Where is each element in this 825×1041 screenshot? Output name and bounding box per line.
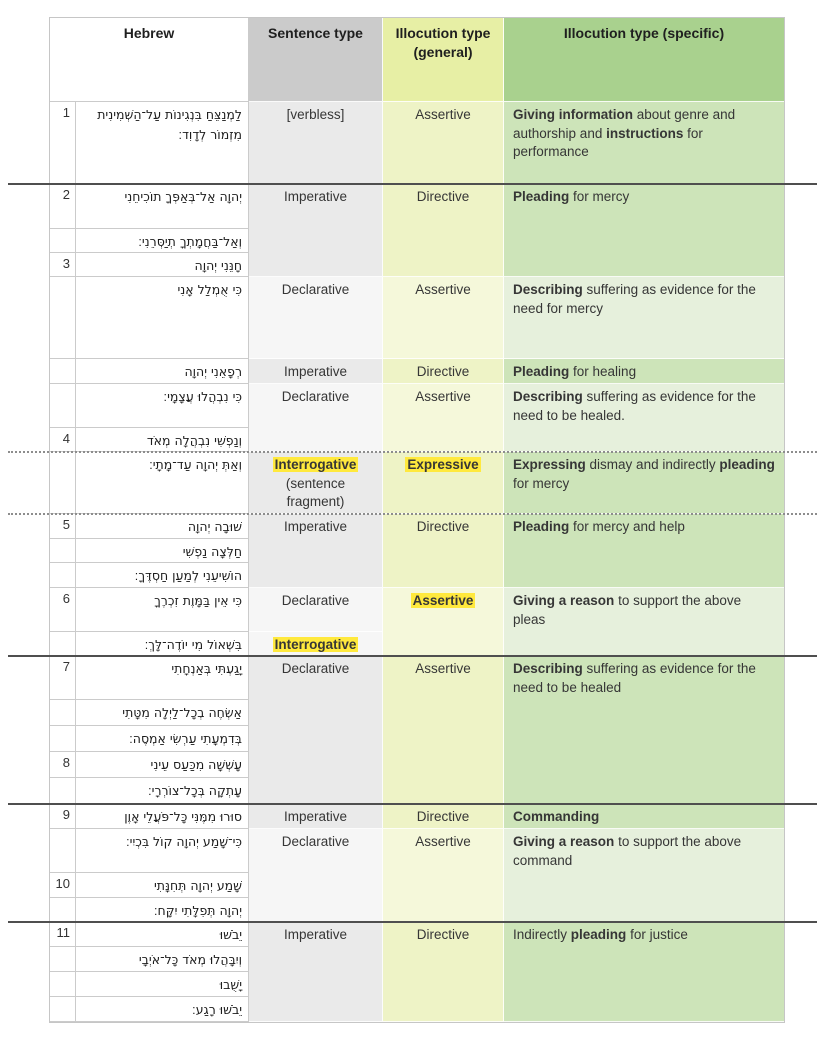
- header-row: [50, 18, 784, 102]
- text-run: Declarative: [281, 593, 350, 608]
- bold-text: Describing: [513, 661, 583, 676]
- verse-number-cell: [50, 700, 76, 726]
- hebrew-line: וְאַתְּ יְהוָה עַד־מָתָי׃: [76, 452, 249, 514]
- table-row: [50, 922, 784, 947]
- table-row: [50, 804, 784, 829]
- sentence-type-cell: [249, 514, 383, 588]
- text-run: for healing: [569, 364, 637, 379]
- text-run: Imperative: [284, 364, 348, 379]
- hebrew-line: כִּי־שָׁמַע יְהוָה קוֹל בִּכְיִי׃: [76, 829, 249, 873]
- highlighted-text: Interrogative: [274, 457, 357, 472]
- hebrew-line: עָשְׁשָׁה מִכַּעַס עֵינִי: [76, 752, 249, 778]
- text-run: Indirectly: [513, 927, 571, 942]
- text-run: to support the above command: [513, 834, 742, 868]
- illocution-general-cell: [383, 656, 504, 804]
- verse-number-cell: [50, 277, 76, 359]
- text-run: for justice: [626, 927, 688, 942]
- text-run: for mercy: [513, 475, 570, 491]
- sentence-type-cell: [249, 656, 383, 804]
- verse-number-cell: 8: [50, 752, 76, 778]
- verse-number-cell: 3: [50, 253, 76, 277]
- sentence-type-cell: [249, 588, 383, 632]
- table-row: [50, 359, 784, 384]
- bold-text: Giving a reason: [513, 593, 615, 608]
- text-run: [verbless]: [286, 107, 345, 122]
- text-run: suffering as evidence for the need to be healed.: [513, 389, 756, 423]
- hebrew-line: לַמְנַצֵּחַ בִּנְגִינוֹת עַל־הַשְּׁמִינִית מִזְמוֹר לְדָוִד׃: [76, 102, 249, 184]
- text-run: Declarative: [281, 661, 350, 676]
- text-run: Imperative: [284, 189, 348, 204]
- illocution-specific-cell: [504, 922, 784, 1022]
- verse-number-cell: [50, 229, 76, 253]
- text-run: for mercy: [569, 189, 630, 204]
- verse-number-cell: 1: [50, 102, 76, 184]
- verse-number-cell: [50, 359, 76, 384]
- text-run: Directive: [416, 519, 470, 534]
- verse-number-cell: [50, 452, 76, 514]
- table-row: [50, 184, 784, 229]
- text-run: Directive: [416, 927, 470, 942]
- text-run: Assertive: [415, 282, 471, 297]
- text-run: to support the above pleas: [513, 593, 742, 627]
- sentence-type-cell: [249, 384, 383, 452]
- illocution-specific-cell: [504, 514, 784, 588]
- section-separator-dashed: [8, 451, 817, 453]
- verse-number-cell: [50, 726, 76, 752]
- verse-number-cell: 2: [50, 184, 76, 229]
- illocution-general-cell: [383, 922, 504, 1022]
- hebrew-line: יְהוָה תְּפִלָּתִי יִקָּח׃: [76, 898, 249, 922]
- hebrew-line: שָׁמַע יְהוָה תְּחִנָּתִי: [76, 873, 249, 898]
- hebrew-line: חַלְּצָה נַפְשִׁי: [76, 539, 249, 563]
- verse-number-cell: 7: [50, 656, 76, 700]
- illocution-analysis-table: [50, 18, 784, 1022]
- hebrew-line: כִּי אֻמְלַל אָנִי: [76, 277, 249, 359]
- bold-text: Pleading: [513, 519, 570, 534]
- illocution-specific-cell: [504, 384, 784, 452]
- verse-number-cell: [50, 778, 76, 804]
- verse-number-cell: [50, 947, 76, 972]
- section-separator-solid: [8, 183, 817, 185]
- text-run: Declarative: [281, 389, 350, 404]
- sentence-type-cell: [249, 359, 383, 384]
- illocution-general-cell: [383, 277, 504, 359]
- bold-text: Expressing: [513, 457, 586, 472]
- illocution-general-cell: [383, 359, 504, 384]
- hebrew-line: יֵבֹשׁוּ: [76, 922, 249, 947]
- text-run: Directive: [416, 364, 470, 379]
- verse-number-cell: 5: [50, 514, 76, 539]
- hebrew-line: כִּי אֵין בַּמָּוֶת זִכְרֶךָ: [76, 588, 249, 632]
- text-run: (sentence fragment): [285, 475, 346, 510]
- hebrew-line: בְּדִמְעָתִי עַרְשִׂי אַמְסֶה׃: [76, 726, 249, 752]
- illocution-general-cell: [383, 829, 504, 922]
- bold-text: pleading: [570, 927, 627, 942]
- bold-text: Pleading: [513, 189, 570, 204]
- sentence-type-cell: [249, 804, 383, 829]
- text-run: suffering as evidence for the need for mercy: [513, 282, 756, 316]
- hebrew-line: וְאַל־בַּחֲמָתְךָ תְיַסְּרֵנִי׃: [76, 229, 249, 253]
- table-wrapper: [49, 17, 785, 1023]
- text-run: Assertive: [415, 389, 471, 404]
- hebrew-line: אַשְׂחֶה בְכָל־לַיְלָה מִטָּתִי: [76, 700, 249, 726]
- text-run: about genre and authorship and: [513, 107, 736, 141]
- bold-text: instructions: [606, 125, 684, 141]
- bold-text: Describing: [513, 282, 583, 297]
- hebrew-line: יְהוָה אַל־בְּאַפְּךָ תוֹכִיחֵנִי: [76, 184, 249, 229]
- header-hebrew: Hebrew: [50, 18, 249, 102]
- text-run: for mercy and help: [569, 519, 685, 534]
- table-row: [50, 102, 784, 184]
- sentence-type-cell: [249, 922, 383, 1022]
- illocution-general-cell: [383, 514, 504, 588]
- illocution-general-cell: [383, 184, 504, 277]
- verse-number-cell: [50, 632, 76, 656]
- section-separator-solid: [8, 921, 817, 923]
- illocution-specific-cell: [504, 829, 784, 922]
- illocution-specific-cell: [504, 102, 784, 184]
- sentence-type-cell: [249, 452, 383, 514]
- verse-number-cell: 11: [50, 922, 76, 947]
- illocution-general-cell: [383, 804, 504, 829]
- illocution-specific-cell: [504, 588, 784, 656]
- illocution-specific-cell: [504, 359, 784, 384]
- illocution-specific-cell: [504, 277, 784, 359]
- section-separator-dashed: [8, 513, 817, 515]
- text-run: Declarative: [281, 282, 350, 297]
- verse-number-cell: [50, 997, 76, 1022]
- verse-number-cell: 4: [50, 428, 76, 452]
- hebrew-line: יֵבֹשׁוּ רָגַע׃: [76, 997, 249, 1022]
- header-illocution-general: Illocution type (general): [383, 18, 504, 102]
- illocution-general-cell: [383, 384, 504, 452]
- hebrew-line: יָגַעְתִּי בְּאַנְחָתִי: [76, 656, 249, 700]
- table-row: [50, 514, 784, 539]
- hebrew-line: רְפָאֵנִי יְהוָה: [76, 359, 249, 384]
- section-separator-solid: [8, 803, 817, 805]
- text-run: Imperative: [284, 927, 348, 942]
- verse-number-cell: [50, 829, 76, 873]
- illocution-specific-cell: [504, 452, 784, 514]
- sentence-type-cell: [249, 632, 383, 656]
- highlighted-text: Interrogative: [274, 637, 357, 652]
- highlighted-text: Assertive: [412, 593, 474, 608]
- header-illocution-specific: Illocution type (specific): [504, 18, 784, 102]
- section-separator-solid: [8, 655, 817, 657]
- highlighted-text: Expressive: [407, 457, 479, 472]
- text-run: Directive: [416, 809, 470, 824]
- hebrew-line: כִּי נִבְהֲלוּ עֲצָמָי׃: [76, 384, 249, 428]
- illocution-general-cell: [383, 452, 504, 514]
- text-run: Assertive: [415, 107, 471, 122]
- hebrew-line: שׁוּבָה יְהוָה: [76, 514, 249, 539]
- table-row: [50, 384, 784, 428]
- hebrew-line: הוֹשִׁיעֵנִי לְמַעַן חַסְדֶּךָ׃: [76, 563, 249, 588]
- illocution-specific-cell: [504, 804, 784, 829]
- illocution-general-cell: [383, 588, 504, 656]
- verse-number-cell: 6: [50, 588, 76, 632]
- verse-number-cell: [50, 384, 76, 428]
- text-run: Declarative: [281, 834, 350, 849]
- bold-text: Giving a reason: [513, 834, 615, 849]
- bold-text: Describing: [513, 389, 583, 404]
- verse-number-cell: [50, 539, 76, 563]
- text-run: suffering as evidence for the need to be healed: [513, 661, 756, 695]
- verse-number-cell: 9: [50, 804, 76, 829]
- table-row: [50, 277, 784, 359]
- sentence-type-cell: [249, 184, 383, 277]
- header-sentence-type: Sentence type: [249, 18, 383, 102]
- sentence-type-cell: [249, 277, 383, 359]
- hebrew-line: וְנַפְשִׁי נִבְהֲלָה מְאֹד: [76, 428, 249, 452]
- verse-number-cell: [50, 972, 76, 997]
- text-run: Assertive: [415, 661, 471, 676]
- bold-text: pleading: [719, 457, 775, 472]
- verse-number-cell: 10: [50, 873, 76, 898]
- sentence-type-cell: [249, 829, 383, 922]
- hebrew-line: חָנֵּנִי יְהוָה: [76, 253, 249, 277]
- hebrew-line: וְיִבָּהֲלוּ מְאֹד כָּל־אֹיְבָי: [76, 947, 249, 972]
- sentence-type-cell: [249, 102, 383, 184]
- illocution-general-cell: [383, 102, 504, 184]
- table-row: [50, 656, 784, 700]
- bold-text: Pleading: [513, 364, 570, 379]
- text-run: for performance: [513, 125, 703, 160]
- table-row: [50, 588, 784, 632]
- text-run: Directive: [416, 189, 470, 204]
- verse-number-cell: [50, 563, 76, 588]
- hebrew-line: עָתְקָה בְּכָל־צוֹרְרָי׃: [76, 778, 249, 804]
- text-run: Assertive: [415, 834, 471, 849]
- table-body: [50, 102, 784, 1022]
- text-run: Imperative: [284, 809, 348, 824]
- text-run: dismay and indirectly: [585, 457, 720, 472]
- hebrew-line: סוּרוּ מִמֶּנִּי כָּל־פֹּעֲלֵי אָוֶן: [76, 804, 249, 829]
- table-row: [50, 829, 784, 873]
- bold-text: Giving information: [513, 107, 634, 122]
- table-row: [50, 452, 784, 514]
- illocution-specific-cell: [504, 656, 784, 804]
- text-run: Imperative: [284, 519, 348, 534]
- hebrew-line: יָשֻׁבוּ: [76, 972, 249, 997]
- bold-text: Commanding: [513, 809, 600, 824]
- verse-number-cell: [50, 898, 76, 922]
- illocution-specific-cell: [504, 184, 784, 277]
- hebrew-line: בִּשְׁאוֹל מִי יוֹדֶה־לָּךְ׃: [76, 632, 249, 656]
